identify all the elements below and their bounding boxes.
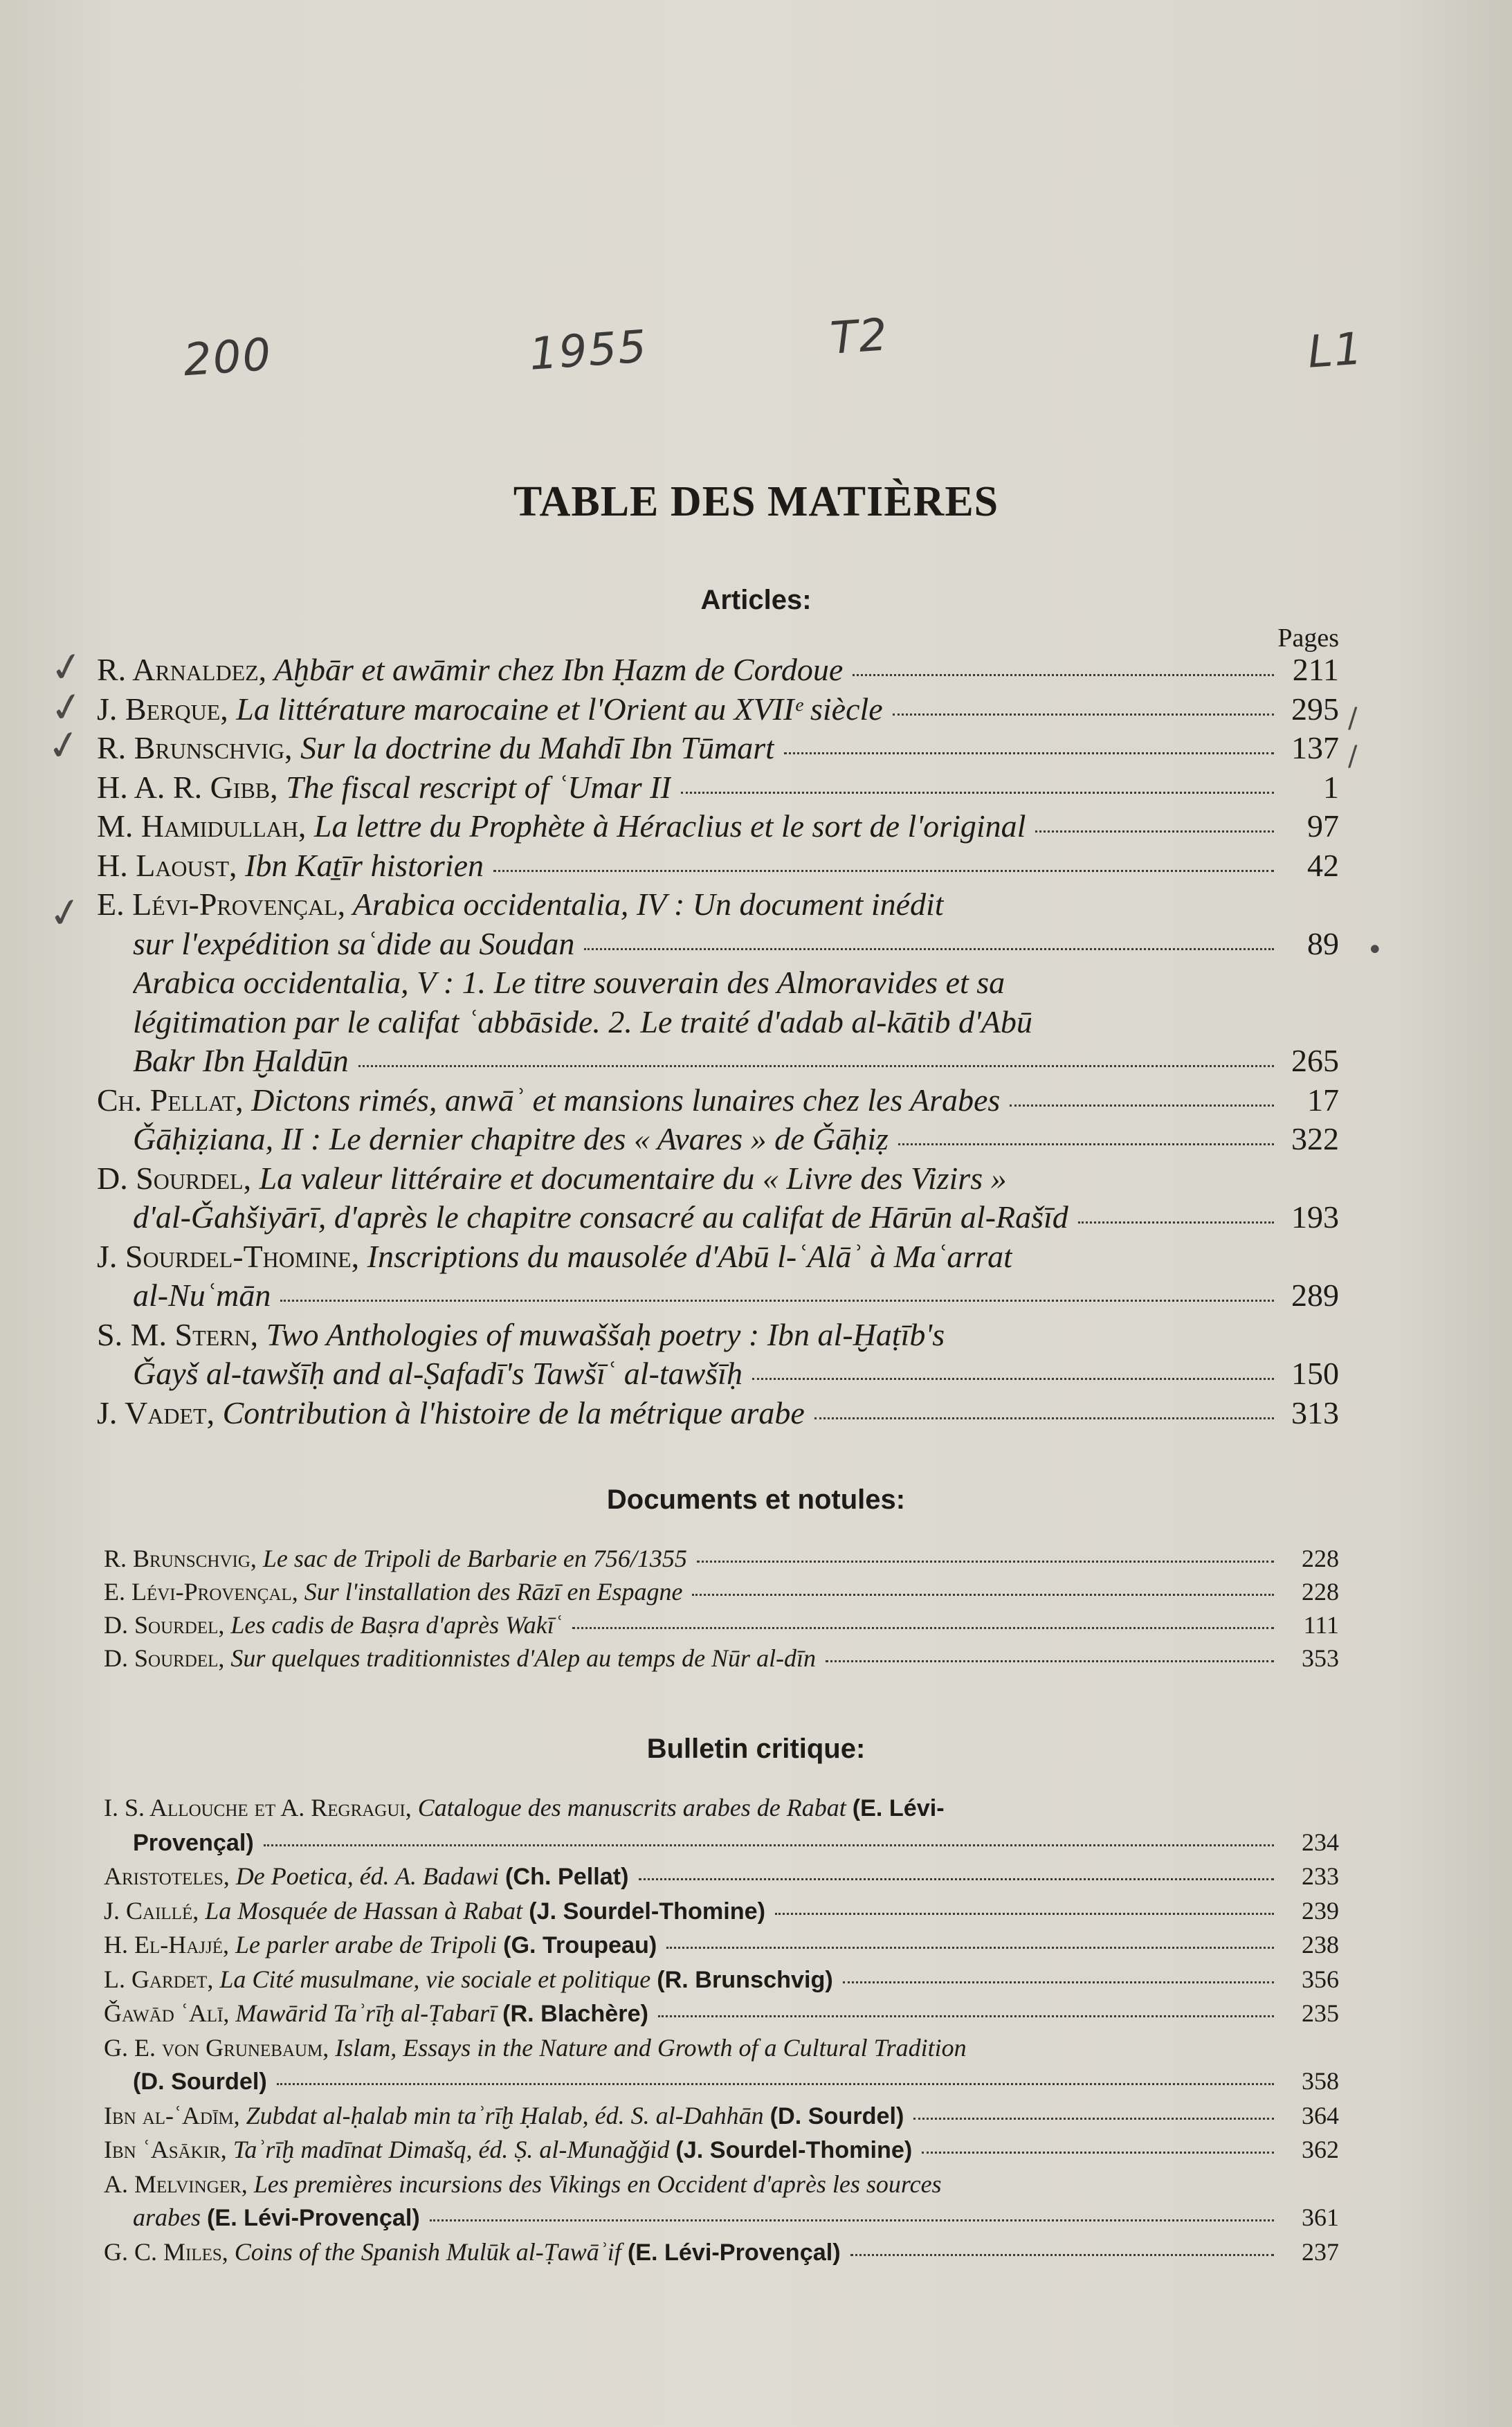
entry-title: Contribution à l'histoire de la métrique arabe xyxy=(215,1394,805,1430)
dot-leader xyxy=(692,1594,1274,1596)
entry-author: Ibn al-ʿAdīm, xyxy=(104,2101,240,2129)
entry-text xyxy=(97,846,484,886)
dot-leader xyxy=(658,2015,1274,2017)
entry-text xyxy=(104,1997,648,2031)
entry-page-number: 239 xyxy=(1302,1896,1339,1925)
toc-entry xyxy=(104,1542,1339,1575)
entry-author: H. A. R. Gibb, xyxy=(97,769,278,805)
entry-page-number: 364 xyxy=(1302,2101,1339,2129)
entry-page-number: 228 xyxy=(1302,1545,1339,1572)
entry-title: Les cadis de Baṣra d'après Wakīʿ xyxy=(224,1611,563,1639)
entry-text xyxy=(104,1608,563,1642)
entry-title: Arabica occidentalia, V : 1. Le titre souverain des Almoravides et sa xyxy=(133,965,1005,1000)
entry-author: A. Melvinger, xyxy=(104,2170,248,2198)
entry-title: arabes xyxy=(133,2203,207,2231)
entry-page-number: 111 xyxy=(1303,1611,1339,1639)
entry-text xyxy=(133,925,574,964)
entry-page-number: 17 xyxy=(1307,1082,1339,1118)
entry-text xyxy=(104,1575,682,1608)
entry-title: La Mosquée de Hassan à Rabat xyxy=(199,1896,529,1925)
entry-text xyxy=(133,1826,254,1860)
dot-leader xyxy=(843,1981,1274,1983)
toc-entry xyxy=(97,963,1339,1003)
entry-text xyxy=(104,1963,833,1997)
entry-text xyxy=(97,729,774,768)
toc-entry xyxy=(104,1608,1339,1642)
entry-text xyxy=(97,1237,1012,1277)
entry-text xyxy=(104,1542,687,1575)
entry-author: R. Brunschvig, xyxy=(97,730,293,765)
entry-text xyxy=(133,1042,349,1081)
documents-list xyxy=(104,1542,1339,1675)
entry-title: Islam, Essays in the Nature and Growth of a Cultural Tradition xyxy=(329,2033,967,2062)
entry-text xyxy=(104,1642,816,1675)
entry-text xyxy=(104,2167,942,2201)
entry-title: La lettre du Prophète à Héraclius et le sort de l'original xyxy=(306,808,1026,844)
toc-entry xyxy=(104,1575,1339,1608)
entry-author: J. Caillé, xyxy=(104,1896,199,1925)
entry-author: D. Sourdel, xyxy=(104,1644,225,1672)
dot-leader xyxy=(584,948,1274,950)
entry-title: d'al-Ǧahšiyārī, d'après le chapitre consacré au califat de Hārūn al-Rašīd xyxy=(133,1199,1068,1235)
entry-reviewer: (E. Lévi-Provençal) xyxy=(627,2239,841,2266)
dot-leader xyxy=(430,2219,1274,2221)
toc-entry xyxy=(97,1316,1339,1355)
toc-entry xyxy=(97,885,1339,925)
entry-title: La valeur littéraire et documentaire du « Livre des Vizirs » xyxy=(251,1160,1007,1196)
toc-entry xyxy=(104,1894,1339,1929)
dot-leader xyxy=(358,1065,1274,1067)
entry-title: Mawārid Taʾrīḫ al-Ṭabarī xyxy=(229,1999,503,2027)
entry-author: G. E. von Grunebaum, xyxy=(104,2033,329,2062)
entry-text xyxy=(133,963,1005,1003)
toc-entry xyxy=(97,1042,1339,1081)
entry-text xyxy=(104,1894,765,1929)
toc-entry xyxy=(97,1198,1339,1237)
entry-title: al-Nuʿmān xyxy=(133,1278,271,1313)
entry-reviewer: (G. Troupeau) xyxy=(503,1932,657,1958)
entry-title: La Cité musulmane, vie sociale et politique xyxy=(213,1965,657,1993)
entry-title: Le sac de Tripoli de Barbarie en 756/1355 xyxy=(256,1545,687,1572)
dot-leader xyxy=(853,674,1274,676)
entry-page-number: 358 xyxy=(1302,2067,1339,2095)
entry-reviewer: (E. Lévi- xyxy=(852,1795,945,1821)
entry-title: Ǧāḥiẓiana, II : Le dernier chapitre des « Avares » de Ǧāḥiẓ xyxy=(133,1121,889,1156)
entry-page-number: 237 xyxy=(1302,2237,1339,2266)
toc-entry xyxy=(104,1997,1339,2031)
entry-reviewer: (D. Sourdel) xyxy=(769,2102,904,2129)
toc-entry xyxy=(97,1394,1339,1433)
entry-page-number: 211 xyxy=(1292,652,1339,687)
toc-entry xyxy=(97,1276,1339,1316)
entry-page-number: 150 xyxy=(1291,1356,1339,1391)
toc-entry xyxy=(104,2099,1339,2134)
dot-leader xyxy=(850,2254,1274,2256)
pencil-tick-icon: / xyxy=(1348,740,1358,772)
entry-title: Coins of the Spanish Mulūk al-Ṭawāʾif xyxy=(228,2237,628,2266)
articles-list xyxy=(97,651,1339,1433)
entry-text xyxy=(97,885,944,925)
toc-entry xyxy=(97,1120,1339,1159)
entry-title: De Poetica, éd. A. Badawi xyxy=(229,1862,506,1890)
entry-text xyxy=(104,2133,912,2167)
entry-title: Les premières incursions des Vikings en Occident d'après les sources xyxy=(247,2170,942,2198)
toc-entry xyxy=(104,1826,1339,1860)
entry-text xyxy=(104,1791,945,1826)
entry-text xyxy=(104,2031,967,2065)
bulletin-list xyxy=(104,1791,1339,2269)
entry-page-number: 362 xyxy=(1302,2136,1339,2163)
entry-page-number: 1 xyxy=(1323,769,1339,805)
entry-title: Ǧayš al-tawšīḥ and al-Ṣafadī's Tawšīʿ al-tawšīḥ xyxy=(133,1356,743,1391)
entry-page-number: 193 xyxy=(1291,1199,1339,1235)
entry-title: Inscriptions du mausolée d'Abū l-ʿAlāʾ à Maʿarrat xyxy=(359,1238,1012,1274)
entry-text xyxy=(97,1081,1000,1120)
entry-author: D. Sourdel, xyxy=(104,1611,225,1639)
entry-text xyxy=(97,1316,945,1355)
entry-author: I. S. Allouche et A. Regragui, xyxy=(104,1794,412,1821)
handwritten-note: 1955 xyxy=(527,321,650,381)
entry-text xyxy=(133,1120,889,1159)
entry-author: E. Lévi-Provençal, xyxy=(97,887,346,922)
toc-entry xyxy=(104,2167,1339,2201)
entry-author: J. Vadet, xyxy=(97,1394,215,1430)
handwritten-note: L1 xyxy=(1306,323,1365,379)
entry-title: Sur la doctrine du Mahdī Ibn Tūmart xyxy=(292,730,774,765)
toc-entry xyxy=(97,1354,1339,1394)
toc-entry xyxy=(104,1860,1339,1894)
entry-page-number: 353 xyxy=(1302,1644,1339,1672)
toc-entry xyxy=(97,1081,1339,1120)
entry-text xyxy=(97,1159,1007,1199)
dot-leader xyxy=(913,2118,1274,2120)
toc-entry xyxy=(97,729,1339,768)
dot-leader xyxy=(893,713,1274,716)
entry-page-number: 137 xyxy=(1291,730,1339,765)
entry-title: Le parler arabe de Tripoli xyxy=(229,1931,504,1958)
entry-author: R. Brunschvig, xyxy=(104,1545,257,1572)
dot-leader xyxy=(775,1913,1274,1915)
entry-text xyxy=(97,651,843,690)
pencil-check-mark-icon: ✓ xyxy=(46,681,88,734)
entry-page-number: 97 xyxy=(1307,808,1339,844)
entry-reviewer: Provençal) xyxy=(133,1829,254,1856)
entry-page-number: 265 xyxy=(1291,1043,1339,1078)
entry-author: R. Arnaldez, xyxy=(97,652,267,687)
pages-column-label: Pages xyxy=(1277,624,1339,653)
entry-author: Ǧawād ʿAlī, xyxy=(104,1999,230,2027)
dot-leader xyxy=(826,1660,1274,1662)
bulletin-heading: Bulletin critique: xyxy=(646,1734,866,1764)
entry-text xyxy=(104,2235,841,2270)
entry-text xyxy=(104,2099,904,2134)
entry-text xyxy=(104,1928,657,1963)
dot-leader xyxy=(493,870,1274,872)
entry-author: H. Laoust, xyxy=(97,847,237,883)
dot-leader xyxy=(277,2083,1274,2085)
toc-entry xyxy=(104,2133,1339,2167)
entry-author: M. Hamidullah, xyxy=(97,808,307,844)
entry-author: E. Lévi-Provençal, xyxy=(104,1578,298,1606)
entry-text xyxy=(133,1354,743,1394)
dot-leader xyxy=(681,792,1274,794)
entry-author: J. Berque, xyxy=(97,691,228,727)
toc-entry xyxy=(97,690,1339,729)
entry-page-number: 313 xyxy=(1291,1394,1339,1430)
toc-entry xyxy=(104,1963,1339,1997)
entry-page-number: 356 xyxy=(1302,1965,1339,1993)
entry-text xyxy=(133,1003,1032,1042)
entry-title: Zubdat al-ḥalab min taʾrīḫ Ḥalab, éd. S. al-Dahhān xyxy=(239,2101,770,2129)
entry-author: D. Sourdel, xyxy=(97,1160,252,1196)
toc-entry xyxy=(104,1642,1339,1675)
entry-author: G. C. Miles, xyxy=(104,2237,228,2266)
dot-leader xyxy=(697,1561,1274,1563)
dot-leader xyxy=(922,2152,1274,2154)
entry-page-number: 295 xyxy=(1291,691,1339,727)
entry-page-number: 361 xyxy=(1302,2203,1339,2231)
entry-page-number: 289 xyxy=(1291,1278,1339,1313)
entry-text xyxy=(133,2064,267,2099)
entry-text xyxy=(97,768,671,808)
entry-title: The fiscal rescript of ʿUmar II xyxy=(277,769,671,805)
dot-leader xyxy=(814,1417,1274,1419)
handwritten-note: 200 xyxy=(181,329,274,387)
entry-title: Sur l'installation des Rāzī en Espagne xyxy=(298,1578,683,1606)
dot-leader xyxy=(1035,830,1274,833)
toc-entry xyxy=(97,807,1339,846)
dot-leader xyxy=(572,1627,1274,1629)
entry-reviewer: (J. Sourdel-Thomine) xyxy=(675,2137,913,2163)
entry-title: Two Anthologies of muwaššaḥ poetry : Ibn al-Ḫaṭīb's xyxy=(258,1316,945,1352)
articles-heading: Articles: xyxy=(700,585,812,615)
entry-title: Bakr Ibn Ḫaldūn xyxy=(133,1043,349,1078)
entry-title: sur l'expédition saʿdide au Soudan xyxy=(133,925,575,961)
entry-text xyxy=(97,1394,805,1433)
entry-page-number: 228 xyxy=(1302,1578,1339,1606)
dot-leader xyxy=(666,1947,1274,1949)
documents-heading: Documents et notules: xyxy=(606,1484,906,1515)
entry-reviewer: (Ch. Pellat) xyxy=(505,1864,629,1890)
dot-leader xyxy=(280,1300,1274,1302)
dot-leader xyxy=(898,1143,1274,1145)
pencil-check-mark-icon: ✓ xyxy=(44,887,86,939)
entry-author: Ch. Pellat, xyxy=(97,1082,244,1118)
toc-entry xyxy=(97,768,1339,808)
toc-entry xyxy=(97,651,1339,690)
pencil-check-mark-icon: ✓ xyxy=(46,641,88,693)
entry-text xyxy=(133,1276,271,1316)
entry-author: S. M. Stern, xyxy=(97,1316,259,1352)
entry-text xyxy=(97,807,1026,846)
dot-leader xyxy=(1078,1221,1274,1224)
toc-entry xyxy=(104,2031,1339,2065)
toc-entry xyxy=(97,1159,1339,1199)
entry-title: Arabica occidentalia, IV : Un document inédit xyxy=(345,887,944,922)
entry-author: Ibn ʿAsākir, xyxy=(104,2136,227,2163)
entry-page-number: 42 xyxy=(1307,847,1339,883)
handwritten-annotations xyxy=(0,311,1512,401)
handwritten-note: T2 xyxy=(828,309,891,365)
entry-text xyxy=(104,1860,629,1894)
entry-title: Catalogue des manuscrits arabes de Rabat xyxy=(411,1794,853,1821)
entry-author: J. Sourdel-Thomine, xyxy=(97,1238,360,1274)
entry-reviewer: (D. Sourdel) xyxy=(133,2069,267,2095)
toc-entry xyxy=(104,1928,1339,1963)
entry-page-number: 233 xyxy=(1302,1862,1339,1890)
toc-entry xyxy=(104,2064,1339,2099)
entry-title: Taʾrīḫ madīnat Dimašq, éd. Ṣ. al-Munaǧǧid xyxy=(226,2136,676,2163)
page-title: TABLE DES MATIÈRES xyxy=(513,478,999,525)
entry-title: Aḫbār et awāmir chez Ibn Ḥazm de Cordoue xyxy=(266,652,844,687)
entry-page-number: 235 xyxy=(1302,1999,1339,2027)
toc-entry xyxy=(104,1791,1339,1826)
entry-page-number: 322 xyxy=(1291,1121,1339,1156)
dot-leader xyxy=(784,752,1274,754)
toc-entry xyxy=(97,1003,1339,1042)
pencil-tick-icon: / xyxy=(1348,702,1358,734)
entry-text xyxy=(97,690,883,729)
entry-reviewer: (E. Lévi-Provençal) xyxy=(207,2205,420,2231)
pencil-check-mark-icon: ✓ xyxy=(43,719,85,772)
entry-title: Dictons rimés, anwāʾ et mansions lunaires chez les Arabes xyxy=(243,1082,1001,1118)
entry-author: H. El-Hajjé, xyxy=(104,1931,230,1958)
entry-title: Ibn Kaṯīr historien xyxy=(237,847,484,883)
entry-page-number: 238 xyxy=(1302,1931,1339,1958)
entry-author: Aristoteles, xyxy=(104,1862,230,1890)
entry-page-number: 234 xyxy=(1302,1828,1339,1856)
toc-entry xyxy=(104,2235,1339,2270)
entry-text xyxy=(133,1198,1068,1237)
dot-leader xyxy=(639,1878,1274,1880)
dot-leader xyxy=(1010,1105,1274,1107)
entry-author: L. Gardet, xyxy=(104,1965,214,1993)
pencil-dot-icon: • xyxy=(1367,934,1383,966)
toc-entry xyxy=(97,846,1339,886)
entry-title: La littérature marocaine et l'Orient au XVIIᵉ siècle xyxy=(228,691,883,727)
entry-reviewer: (R. Blachère) xyxy=(502,2001,648,2027)
entry-reviewer: (J. Sourdel-Thomine) xyxy=(529,1898,766,1925)
toc-entry xyxy=(97,1237,1339,1277)
entry-reviewer: (R. Brunschvig) xyxy=(657,1966,833,1993)
toc-entry xyxy=(97,925,1339,964)
entry-title: légitimation par le califat ʿabbāside. 2. Le traité d'adab al-kātib d'Abū xyxy=(133,1003,1032,1039)
dot-leader xyxy=(752,1378,1274,1380)
entry-title: Sur quelques traditionnistes d'Alep au temps de Nūr al-dīn xyxy=(224,1644,817,1672)
toc-entry xyxy=(104,2201,1339,2235)
dot-leader xyxy=(264,1844,1274,1846)
entry-page-number: 89 xyxy=(1307,925,1339,961)
entry-text xyxy=(133,2201,420,2235)
